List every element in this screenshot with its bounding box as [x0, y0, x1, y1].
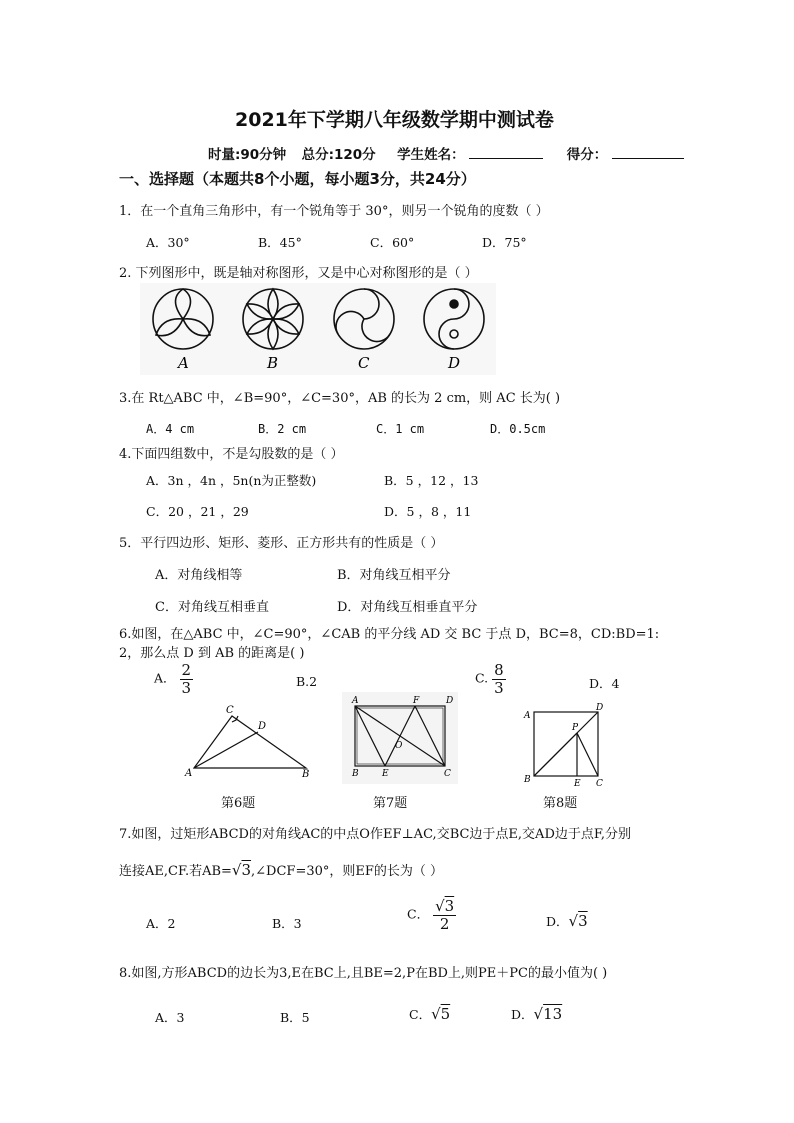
q7-option-c-radicand: 3: [444, 897, 455, 915]
q3-option-c: C．1 cm: [376, 422, 425, 436]
q5-option-a: A．对角线相等: [155, 568, 243, 583]
q5-option-b: B．对角线互相平分: [337, 568, 451, 583]
q8-option-c-radical: √5: [431, 1005, 451, 1023]
fig8-point-b: B: [524, 775, 531, 785]
fig7-point-a: A: [352, 696, 359, 706]
q8-option-c-radicand: 5: [440, 1005, 451, 1023]
figure-7-rectangle: [340, 692, 460, 784]
q7-option-c-numerator: √3: [435, 897, 455, 915]
question-6-line-1: 6.如图，在△ABC 中，∠C=90°，∠CAB 的平分线 AD 交 BC 于点 D，BC=8，CD:BD=1:: [119, 627, 660, 642]
student-name-blank[interactable]: [469, 144, 543, 159]
question-7-line-1: 7.如图，过矩形ABCD的对角线AC的中点O作EF⊥AC,交BC边于点E,交AD边于点F,分别: [119, 827, 631, 842]
question-6-line-2: 2，那么点 D 到 AB 的距离是( ): [119, 646, 305, 661]
q7-option-d-radical: √3: [568, 912, 588, 930]
q8-option-d: [511, 1005, 562, 1023]
q6-option-d: D．4: [589, 676, 620, 691]
fig8-point-c: C: [596, 779, 603, 788]
q8-option-c: [409, 1005, 450, 1023]
figure-8-square: [519, 702, 609, 788]
student-name-label: 学生姓名：: [397, 147, 465, 163]
figure-label-d: D: [448, 354, 461, 372]
figure-label-c: C: [358, 354, 370, 372]
figure-label-a: A: [178, 354, 189, 372]
q7-option-d: [546, 912, 588, 930]
q7-option-b: B．3: [272, 916, 302, 931]
exam-info: [208, 143, 684, 163]
q7-option-c-prefix: C．: [407, 906, 430, 922]
q7-line-2-part-b: ,∠DCF=30°，则EF的长为（ ）: [251, 864, 444, 879]
q7-ab-radical: √3: [231, 861, 252, 879]
q6-option-c-prefix: C.: [475, 670, 489, 686]
fig8-point-p: P: [572, 723, 579, 733]
fig6-point-b: B: [302, 769, 310, 780]
section-heading: 一、选择题（本题共8个小题，每小题3分，共24分）: [119, 170, 476, 188]
q3-option-b: B．2 cm: [258, 422, 307, 436]
q4-option-b: B．5 ，12 ，13: [384, 473, 479, 488]
q6-option-b: B.2: [296, 674, 318, 689]
total-score: 总分:120分: [301, 147, 376, 163]
q6-option-a-denominator: 3: [181, 678, 192, 697]
fig7-point-e: E: [382, 769, 389, 779]
time-limit: 时量:90分钟: [208, 147, 287, 163]
question-5: 5．平行四边形、矩形、菱形、正方形共有的性质是（ ）: [119, 536, 444, 551]
q7-option-c-denominator: 2: [439, 914, 450, 933]
q6-option-a-numerator: 2: [181, 661, 192, 679]
q8-option-d-radicand: 13: [543, 1005, 563, 1023]
figure-label-b: B: [267, 354, 279, 372]
fig7-point-b: B: [352, 769, 359, 779]
fig6-point-a: A: [185, 768, 193, 779]
question-2: 2. 下列图形中，既是轴对称图形，又是中心对称图形的是（ ）: [119, 266, 478, 281]
q6-option-c-numerator: 8: [494, 661, 504, 679]
q4-option-c: C．20 ，21 ，29: [146, 504, 249, 519]
figure-8-caption: 第8题: [543, 796, 578, 811]
q8-option-a: A．3: [155, 1010, 185, 1025]
fig6-point-d: D: [258, 721, 267, 732]
q6-option-a: [154, 662, 193, 696]
q8-option-c-prefix: C．: [409, 1007, 432, 1022]
fig7-point-f: F: [413, 696, 420, 706]
q7-option-d-radicand: 3: [578, 912, 588, 930]
q1-option-a: A．30°: [146, 235, 190, 250]
q2-symbol-figures: [140, 283, 496, 375]
fig8-point-d: D: [596, 703, 604, 713]
q2-figures: [140, 283, 496, 375]
q6-option-a-prefix: A．: [154, 670, 176, 686]
q4-option-d: D．5 ，8 ，11: [384, 504, 472, 519]
q4-option-a: A．3n ，4n ，5n(n为正整数): [146, 473, 317, 488]
q3-option-d: D．0.5cm: [490, 422, 546, 436]
q1-option-b: B．45°: [258, 235, 302, 250]
q6-option-a-fraction: [180, 662, 194, 696]
q7-ab-radicand: 3: [241, 861, 252, 879]
q3-option-a: A．4 cm: [146, 422, 195, 436]
fig8-point-a: A: [524, 711, 531, 721]
score-label: 得分：: [566, 147, 608, 163]
q8-option-b: B．5: [280, 1010, 310, 1025]
question-4: 4.下面四组数中，不是勾股数的是（ ）: [119, 447, 344, 462]
fig7-point-d: D: [446, 696, 454, 706]
fig6-point-c: C: [226, 705, 234, 716]
page-title: 2021年下学期八年级数学期中测试卷: [235, 109, 554, 131]
q1-option-d: D．75°: [482, 235, 527, 250]
q6-option-c-denominator: 3: [494, 678, 504, 697]
q7-option-a: A．2: [146, 916, 176, 931]
question-1: 1．在一个直角三角形中，有一个锐角等于 30°，则另一个锐角的度数（ ）: [119, 204, 549, 219]
question-7-line-2: [119, 860, 443, 879]
q6-option-c-fraction: [492, 662, 506, 696]
question-3: 3.在 Rt△ABC 中，∠B=90°，∠C=30°，AB 的长为 2 cm，则 AC 长为( ): [119, 391, 561, 406]
q1-option-c: C．60°: [370, 235, 415, 250]
score-blank[interactable]: [612, 144, 684, 159]
question-8: 8.如图,方形ABCD的边长为3,E在BC上,且BE=2,P在BD上,则PE＋PC的最小值为( ): [119, 966, 608, 981]
q7-line-2-part-a: 连接AE,CF.若AB=: [119, 864, 232, 879]
q5-option-c: C．对角线互相垂直: [155, 600, 269, 615]
fig7-point-c: C: [444, 769, 451, 779]
q6-option-c: [475, 662, 506, 696]
q7-option-c: [407, 898, 456, 932]
figure-6-triangle: [180, 698, 320, 782]
q7-option-d-prefix: D．: [546, 914, 569, 929]
q8-option-d-radical: √13: [533, 1005, 563, 1023]
q5-option-d: D．对角线互相垂直平分: [337, 600, 478, 615]
fig8-point-e: E: [574, 779, 581, 788]
q8-option-d-prefix: D．: [511, 1007, 534, 1022]
figure-7-caption: 第7题: [373, 796, 408, 811]
figure-6-caption: 第6题: [221, 796, 256, 811]
q7-option-c-fraction: [433, 898, 456, 932]
fig7-point-o: O: [395, 741, 403, 751]
